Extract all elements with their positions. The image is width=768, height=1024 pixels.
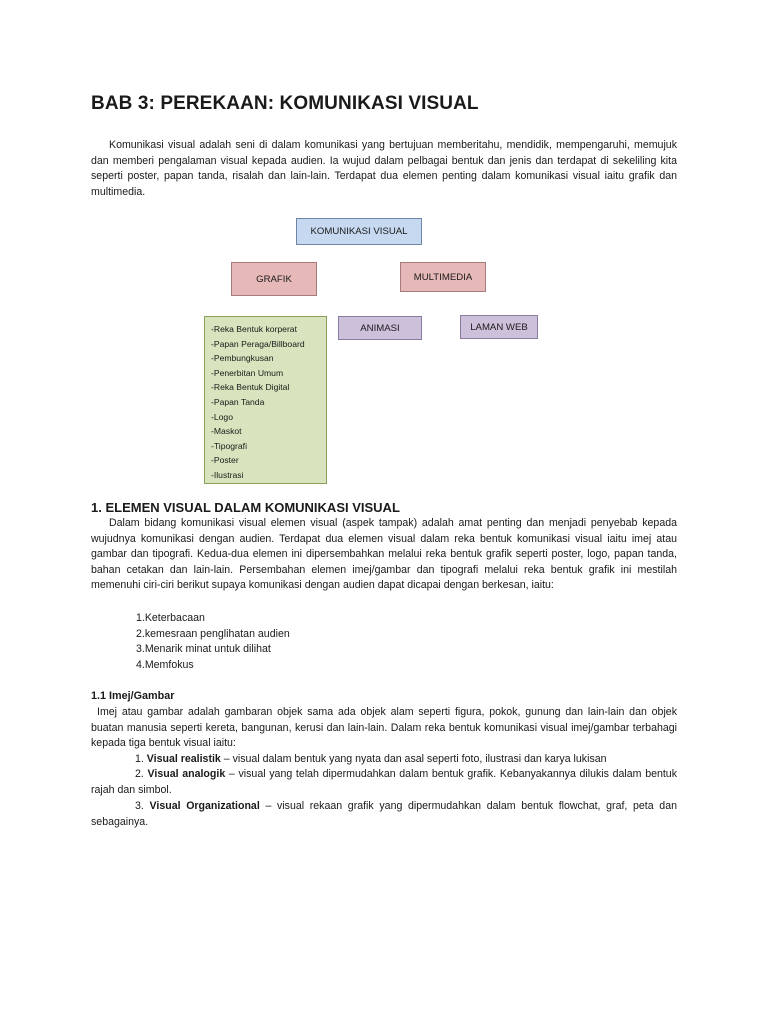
diagram-box-grafik xyxy=(231,262,317,296)
criteria-item: 4.Memfokus xyxy=(136,658,194,671)
diagram-box-label: GRAFIK xyxy=(256,273,292,285)
chapter-title: BAB 3: PEREKAAN: KOMUNIKASI VISUAL xyxy=(91,93,479,114)
intro-paragraph xyxy=(91,138,677,200)
diagram-box-label: ANIMASI xyxy=(360,322,400,334)
visual-type-number: 1. xyxy=(135,753,144,765)
grafik-list-item: -Papan Tanda xyxy=(211,396,265,407)
diagram-box-label: LAMAN WEB xyxy=(470,321,528,333)
grafik-list-item: -Reka Bentuk korperat xyxy=(211,324,297,334)
diagram-box-label: MULTIMEDIA xyxy=(413,271,473,283)
criteria-item: 1.Keterbacaan xyxy=(136,612,205,624)
section1-paragraph xyxy=(91,516,677,594)
grafik-list-item: -Reka Bentuk Digital xyxy=(211,382,290,393)
section1-text: Dalam bidang komunikasi visual elemen visual (aspek tampak) adalah amat penting dan menjadi penyebab kepada wujudnya komunikasi dengan audien. Terdapat dua elemen visual dalam reka bentuk komunikasi visual iaitu imej atau gambar dan tipografi. Kedua-dua elemen ini dipersembahkan melalui reka bentuk grafik seperti poster, logo, papan tanda, bahan cetakan dan lain-lain. Persembahan elemen imej/gambar dan tipografi melalui reka bentuk grafik ini mestilah memenuhi ciri-ciri berikut supaya komunikasi dengan audien dapat dicapai dengan berkesan, iaitu: xyxy=(91,517,677,592)
diagram-box-label: KOMUNIKASI VISUAL xyxy=(310,226,408,237)
visual-type-term: Visual realistik xyxy=(146,753,221,765)
criteria-list xyxy=(136,611,290,673)
grafik-list-item: -Logo xyxy=(211,411,233,422)
visual-type-number: 2. xyxy=(135,768,144,780)
subsection-heading-imej-gambar: 1.1 Imej/Gambar xyxy=(91,690,175,702)
grafik-list-item: -Tipografi xyxy=(211,440,247,451)
grafik-list-item: -Penerbitan Umum xyxy=(211,367,284,378)
section11-paragraph xyxy=(91,705,677,752)
grafik-list-item: -Ilustrasi xyxy=(211,469,244,480)
diagram-box-laman-web xyxy=(460,315,538,339)
section11-text: Imej atau gambar adalah gambaran objek sama ada objek alam seperti figura, pokok, gunung dan lain-lain dan objek buatan manusia seperti kereta, bangunan, kerusi dan lain-lain. Dalam reka bentuk komunikasi visual imej/gambar terbahagi kepada tiga bentuk visual iaitu: xyxy=(91,706,677,750)
visual-type-item xyxy=(91,799,677,830)
visual-type-item xyxy=(91,767,677,798)
grafik-list-item: -Papan Peraga/Billboard xyxy=(211,338,305,349)
diagram-box-animasi xyxy=(338,316,422,340)
visual-type-term: Visual Organizational xyxy=(149,800,260,812)
criteria-item: 2.kemesraan penglihatan audien xyxy=(136,627,290,640)
visual-type-desc: – visual rekaan grafik yang dipermudahkan dalam bentuk flowchat, graf, peta dan sebagainya. xyxy=(91,800,677,828)
intro-text: Komunikasi visual adalah seni di dalam komunikasi yang bertujuan memberitahu, mendidik, mempengaruhi, memujuk dan memberi pengalaman visual kepada audien. Ia wujud dalam pelbagai bentuk dan jenis dan terdapat di sekeliling kita seperti poster, papan tanda, risalah dan lain-lain. Terdapat dua elemen penting dalam komunikasi visual iaitu grafik dan multimedia. xyxy=(91,139,677,198)
diagram-box-multimedia xyxy=(400,262,486,292)
visual-type-term: Visual analogik xyxy=(147,768,226,780)
grafik-list-item: -Pembungkusan xyxy=(211,353,274,364)
grafik-list-item: -Maskot xyxy=(211,426,242,437)
criteria-item: 3.Menarik minat untuk dilihat xyxy=(136,643,271,656)
grafik-list-item: -Poster xyxy=(211,455,239,466)
diagram-box-grafik-list xyxy=(204,316,327,484)
section-heading-elemen-visual: 1. ELEMEN VISUAL DALAM KOMUNIKASI VISUAL xyxy=(91,500,400,515)
visual-type-desc: – visual dalam bentuk yang nyata dan asal seperti foto, ilustrasi dan karya lukisan xyxy=(220,753,607,765)
diagram-box-komunikasi-visual xyxy=(296,218,422,245)
visual-type-number: 3. xyxy=(135,800,144,812)
visual-type-desc: – visual yang telah dipermudahkan dalam bentuk grafik. Kebanyakannya dilukis dalam bentuk rajah dan simbol. xyxy=(91,768,677,796)
visual-type-item xyxy=(91,752,677,768)
